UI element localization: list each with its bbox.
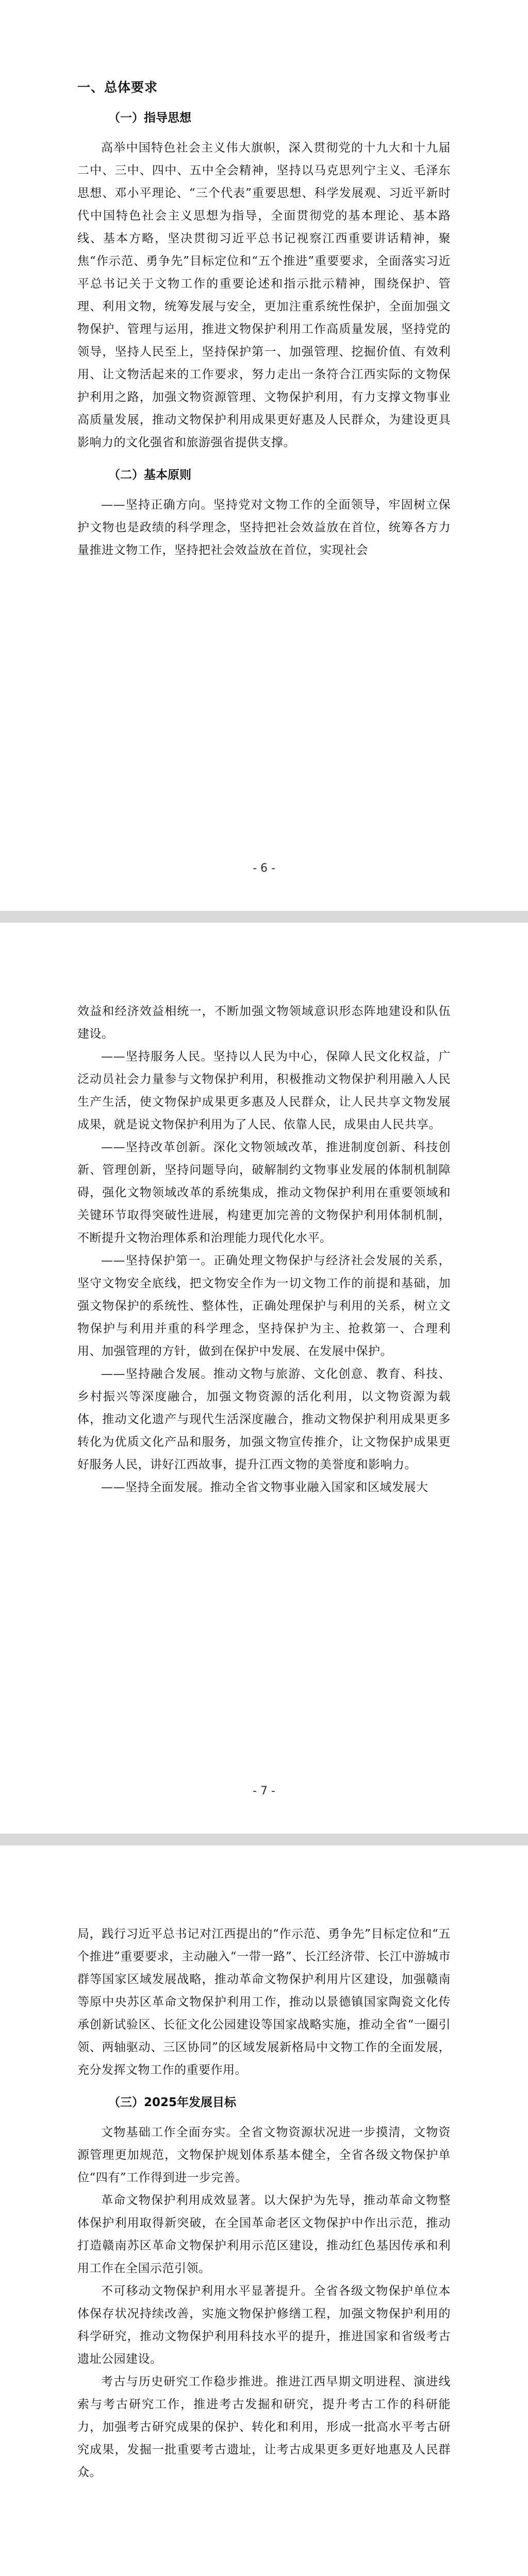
section-heading: 一、总体要求 [77,80,158,95]
document-page [0,923,528,1834]
paragraph: 文物基础工作全面夯实。全省文物资源状况进一步摸清，文物资源管理更加规范，文物保护规划体系基本健全，全省各级文物保护单位“四有”工作得到进一步完善。 [77,2126,451,2184]
sub-heading: （一）指导思想 [108,111,191,125]
sub-heading: （三）2025年发展目标 [108,2096,237,2109]
paragraph: 高举中国特色社会主义伟大旗帜，深入贯彻党的十九大和十九届二中、三中、四中、五中全会精神，坚持以马克思列宁主义、毛泽东思想、邓小平理论、“三个代表”重要思想、科学发展观、习近平新时代中国特色社会主义思想为指导，全面贯彻党的基本理论、基本路线、基本方略，坚决贯彻习近平总书记视察江西重要讲话精神，聚焦“作示范、勇争先”目标定位和“五个推进”重要要求，全面落实习近平总书记关于文物工作的重要论述和指示批示精神，围绕保护、管理、利用文物，统筹发展与安全，更加注重系统性保护，全面加强文物保护、管理与运用，推进文物保护利用工作高质量发展，坚持党的领导，坚持人民至上，坚持保护第一、加强管理、挖掘价值、有效利用、让文物活起来的工作要求，努力走出一条符合江西实际的文物保护利用之路，加强文物资源管理、文物保护利用，有力支撑文物事业高质量发展，推动文物保护利用成果更好惠及人民群众，为建设更具影响力的文化强省和旅游强省提供支撑。 [77,141,451,449]
paragraph: 局，践行习近平总书记对江西提出的“作示范、勇争先”目标定位和“五个推进”重要要求，主动融入“一带一路”、长江经济带、长江中游城市群等国家区域发展战略，推动革命文物保护利用片区建设，加强赣南等原中央苏区革命文物保护利用工作，推动以景德镇国家陶瓷文化传承创新试验区、长征文化公园建设等国家战略实施，推动全省“一圈引领、两轴驱动、三区协同”的区域发展新格局中文物工作的全面发展，充分发挥文物工作的重要作用。 [77,1927,451,2077]
paragraph: 效益和经济效益相统一，不断加强文物领域意识形态阵地建设和队伍建设。 [77,1005,451,1041]
paragraph: 革命文物保护利用成效显著。以大保护为先导，推动革命文物整体保护利用取得新突破，在全国革命老区文物保护中作出示范，推动打造赣南苏区革命文物保护利用示范区建设，推动红色基因传承和利用工作在全国示范引领。 [77,2194,451,2275]
sub-heading: （二）基本原则 [108,468,191,482]
paragraph: ——坚持改革创新。深化文物领域改革，推进制度创新、科技创新、管理创新，坚持问题导向，破解制约文物事业发展的体制机制障碍，强化文物领域改革的系统集成，推动文物保护利用在重要领域和关键环节取得突破性进展，构建更加完善的文物保护利用体制机制，不断提升文物治理体系和治理能力现代化水平。 [77,1141,451,1245]
document-page [0,1845,528,2576]
document-page [0,0,528,911]
paragraph: 考古与历史研究工作稳步推进。推进江西早期文明进程、演进线索与考古研究工作，推进考古发掘和研究，提升考古工作的科研能力，加强考古研究成果的保护、转化和利用，形成一批高水平考古研究成果，发掘一批重要考古遗址，让考古成果更多更好地惠及人民群众。 [77,2375,451,2479]
page-number: - 7 - [253,1785,275,1798]
paragraph: ——坚持服务人民。坚持以人民为中心，保障人民文化权益，广泛动员社会力量参与文物保护利用，积极推动文物保护利用融入人民生产生活，使文物保护成果更多惠及人民群众，让人民共享文物发展成果，就是说文物保护利用为了人民、依靠人民，成果由人民共享。 [77,1050,451,1131]
paragraph: ——坚持保护第一。正确处理文物保护与经济社会发展的关系，坚守文物安全底线，把文物安全作为一切文物工作的前提和基础，加强文物保护的系统性、整体性，正确处理保护与利用的关系，树立文物保护与利用并重的科学理念，坚持保护为主、抢救第一、合理利用、加强管理的方针，做到在保护中发展、在发展中保护。 [77,1254,451,1358]
paragraph: ——坚持正确方向。坚持党对文物工作的全面领导，牢固树立保护文物也是政绩的科学理念，坚持把社会效益放在首位，统筹各方力量推进文物工作，坚持把社会效益放在首位，实现社会 [77,498,451,557]
paragraph: 不可移动文物保护利用水平显著提升。全省各级文物保护单位本体保存状况持续改善，实施文物保护修缮工程，加强文物保护利用的科学研究，推动文物保护利用科技水平的提升，推进国家和省级考古遗址公园建设。 [77,2284,451,2366]
paragraph: ——坚持全面发展。推动全省文物事业融入国家和区域发展大 [101,1481,428,1494]
page-number: - 6 - [253,862,275,875]
paragraph: ——坚持融合发展。推动文物与旅游、文化创意、教育、科技、乡村振兴等深度融合，加强文物资源的活化利用，以文物资源为载体，推动文化遗产与现代生活深度融合，推动文物保护利用成果更多转化为优质文化产品和服务，加强文物宣传推介，让文物保护成果更好服务人民，讲好江西故事，提升江西文物的美誉度和影响力。 [77,1367,451,1471]
